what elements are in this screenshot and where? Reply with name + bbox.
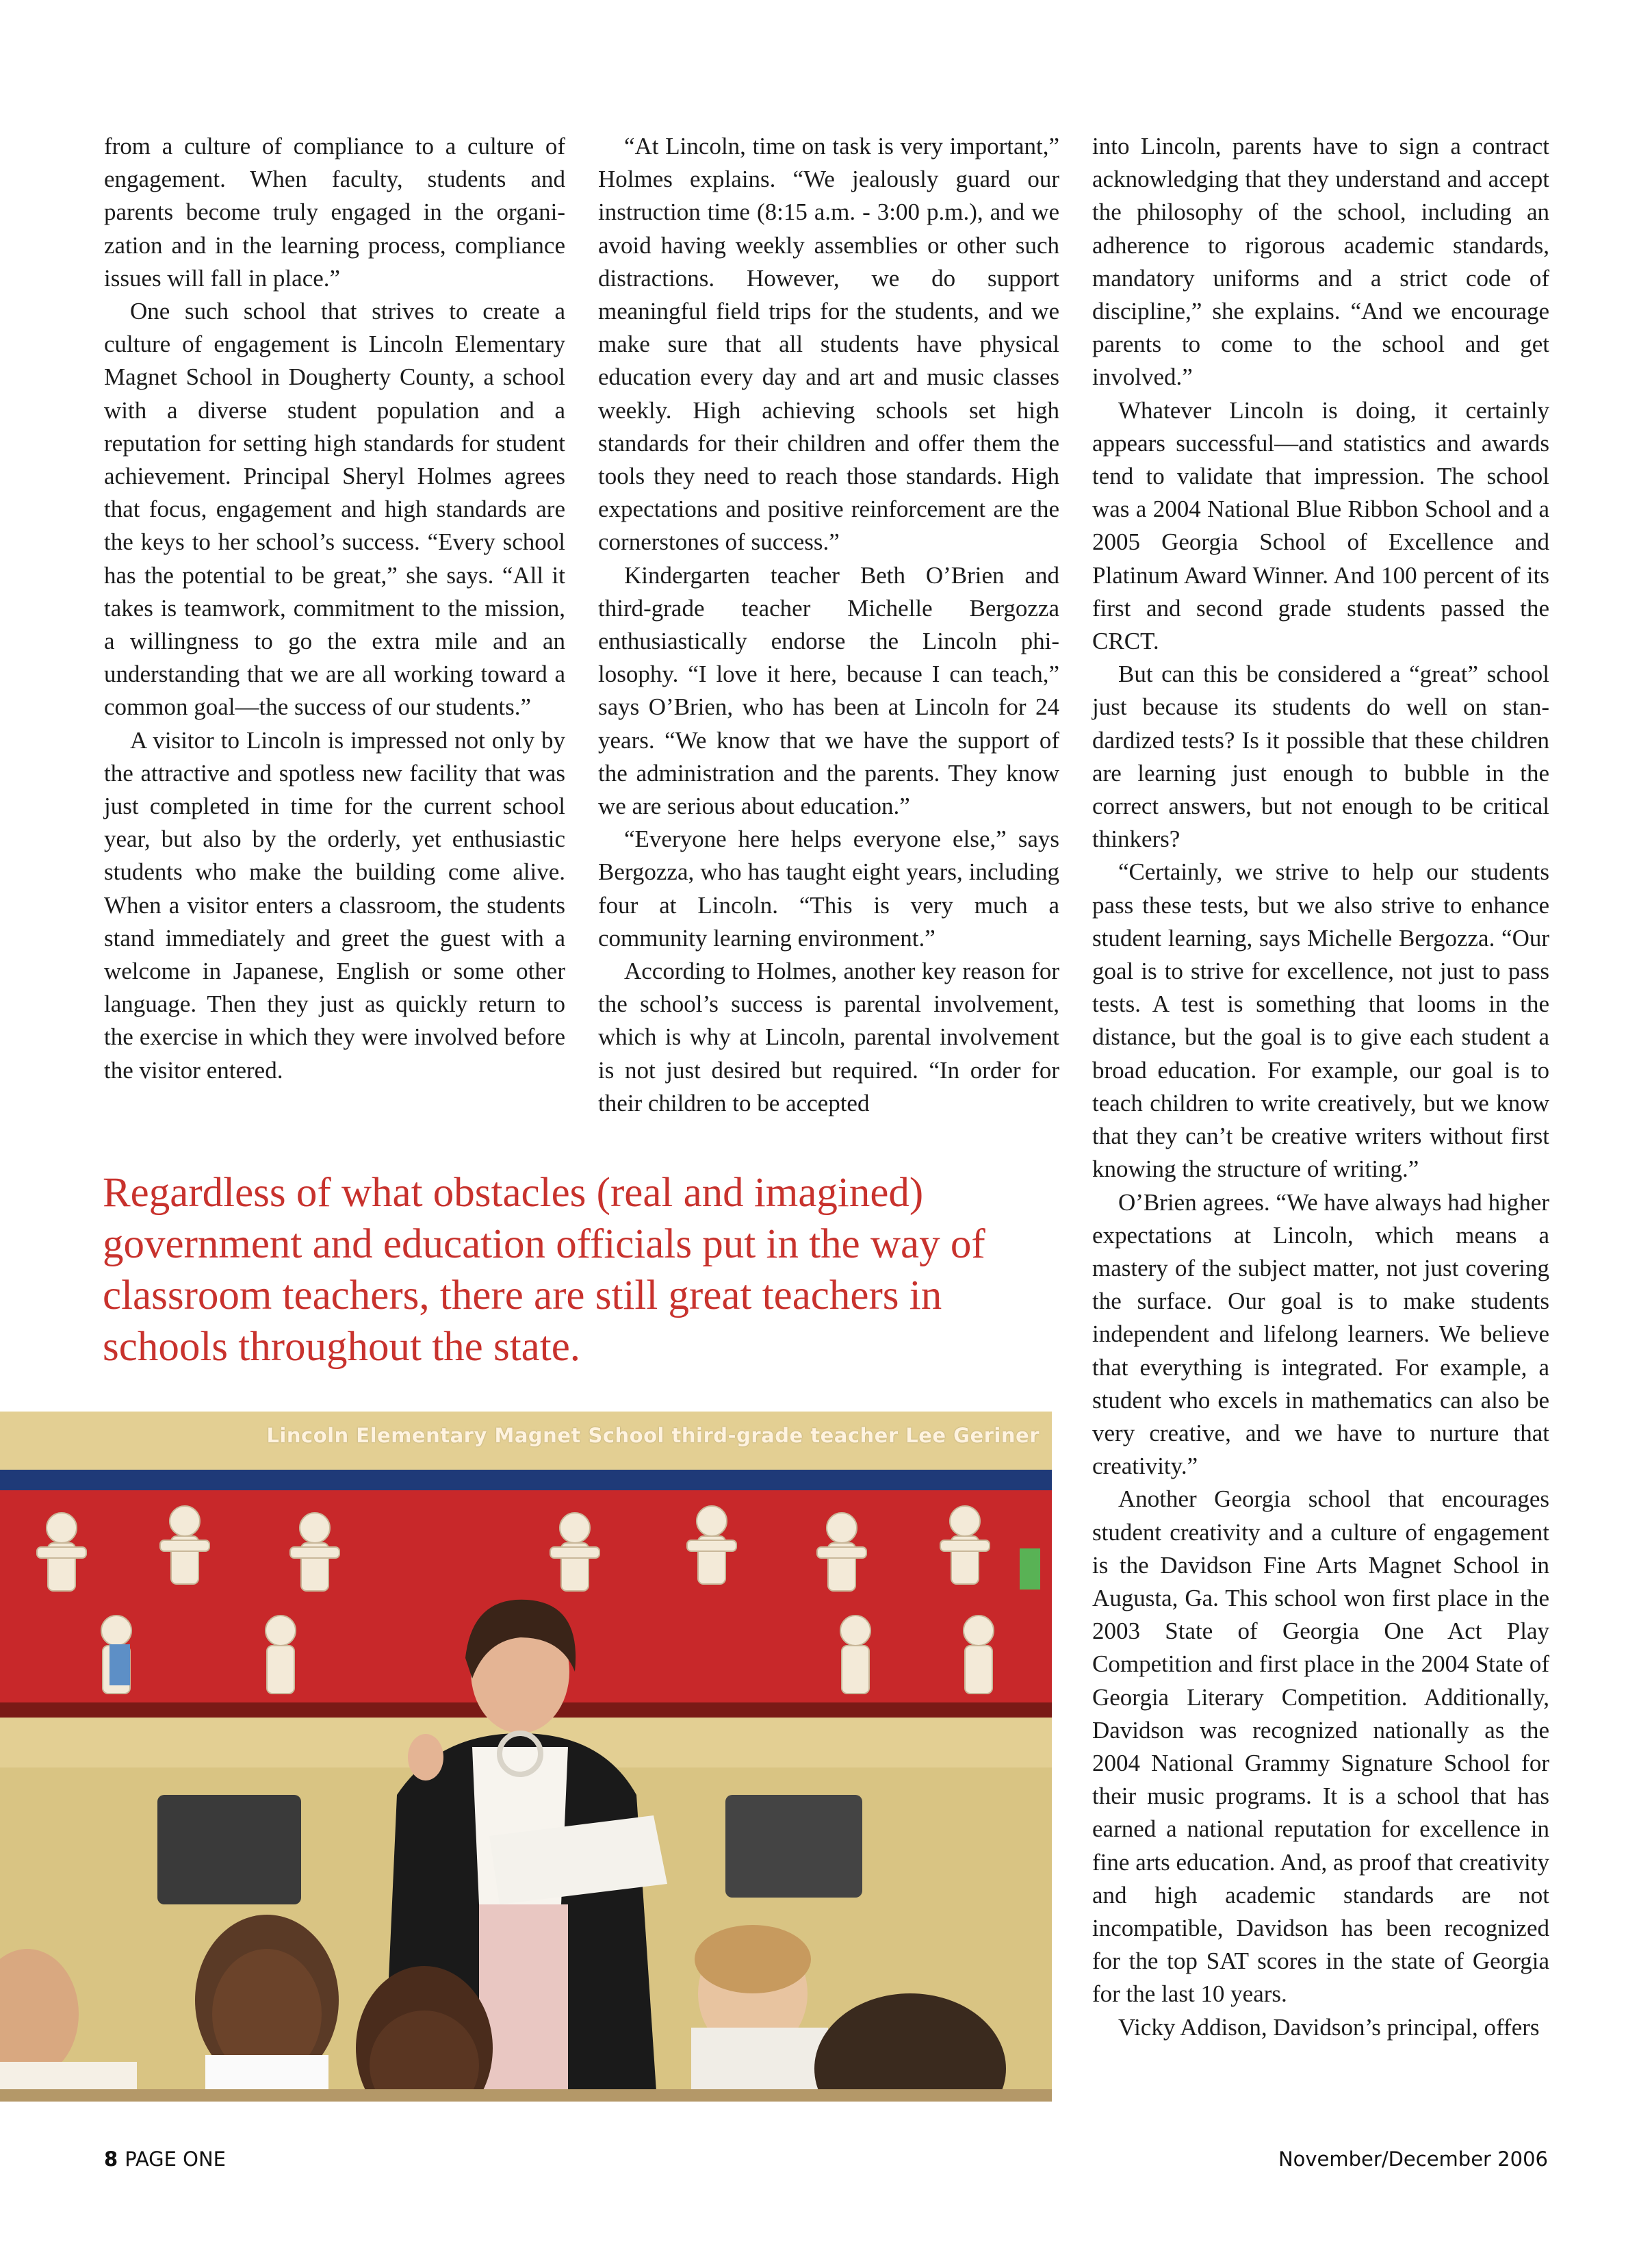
paragraph: Whatever Lincoln is doing, it certainly appears successful—and statistics and awards tend to validate that impression. The school was a 2004 National Blue Ribbon School and a 2005 Georgia School of Excellence and Platinum Award Winner. And 100 percent of its first and second grade students passed the CRCT.: [1092, 396, 1549, 655]
issue-date: November/December 2006: [1278, 2147, 1548, 2171]
article-column-3: [1092, 130, 1549, 2044]
article-column-2: [598, 130, 1059, 1120]
paragraph: “Certainly, we strive to help our students pass these tests, but we also strive to enhance student learning, says Michelle Bergozza. “Our goal is to strive for excellence, not just to pass tests. A test is something that looms in the distance, but the goal is to give each student a broad education. For example, our goal is to teach children to write creatively, but we know that they can’t be creative writers without first knowing the structure of writing.”: [1092, 858, 1549, 1183]
paragraph: Another Georgia school that encourages student creativity and a culture of engagement is the Davidson Fine Arts Magnet School in Augusta, Ga. This school won first place in the 2003 State of Georgia One Act Play Competition and first place in the 2004 State of Georgia Literary Competition. Additionally, Davidson was recognized nationally as the 2004 National Grammy Signature School for their music programs. It is a school that has earned a national reputation for excellence in fine arts education. And, as proof that creativity and high academic standards are not incompatible, Davidson has been recognized for the top SAT scores in the state of Georgia for the last 10 years.: [1092, 1485, 1549, 2008]
paragraph: O’Brien agrees. “We have always had higher expectations at Lincoln, which means a mastery of the subject matter, not just covering the surface. Our goal is to make students independent and lifelong learners. We believe that everything is integrated. For example, a student who excels in mathematics can also be very creative, and we have to nurture that creativity.”: [1092, 1188, 1549, 1480]
classroom-photo: [0, 1412, 1052, 2102]
publication-name: PAGE ONE: [125, 2147, 227, 2171]
paragraph: One such school that strives to create a culture of engagement is Lincoln Elementary Magnet School in Dougherty County, a school with a diverse student population and a reputation for setting high standards for student achievement. Principal Sheryl Holmes agrees that focus, engagement and high standards are the keys to her school’s success. “Every school has the potential to be great,” she says. “All it takes is teamwork, commitment to the mission, a willingness to go the extra mile and an understanding that we are all working toward a common goal—the success of our students.”: [104, 298, 565, 721]
paragraph: Vicky Addison, Davidson’s principal, offers: [1118, 2013, 1540, 2041]
pull-quote: Regardless of what obstacles (real and imagined) government and education officials put in the way of classroom teachers, there are still great teachers in schools throughout the state.: [103, 1170, 985, 1370]
paragraph: “Everyone here helps everyone else,” says Bergozza, who has taught eight years, including four at Lincoln. “This is very much a community learning environment.”: [598, 826, 1059, 952]
paragraph: A visitor to Lincoln is impressed not only by the attractive and spotless new facility that was just completed in time for the current school year, but also by the orderly, yet enthusiastic students who make the building come alive. When a visitor enters a classroom, the students stand immediately and greet the guest with a welcome in Japanese, English or some other language. Then they just as quickly return to the exercise in which they were involved before the visitor entered.: [104, 726, 565, 1084]
paragraph: into Lincoln, parents have to sign a contract acknowledging that they understand and accept the philosophy of the school, including an adherence to rigorous academic standards, mandatory uniforms and a strict code of discipline,” she explains. “And we encourage parents to come to the school and get involved.”: [1092, 133, 1549, 391]
paragraph: According to Holmes, another key reason for the school’s success is parental involvement, which is why at Lincoln, parental involvement is not just desired but required. “In order for their children to be accepted: [598, 958, 1059, 1116]
classroom-illustration: [0, 1412, 1052, 2102]
paragraph: from a culture of compliance to a culture of engagement. When faculty, students and parents become truly engaged in the organization and in the learning process, compliance issues will fall in place.”: [104, 133, 565, 292]
paragraph: “At Lincoln, time on task is very important,” Holmes explains. “We jealously guard our instruction time (8:15 a.m. - 3:00 p.m.), and we avoid having weekly assemblies or other such distractions. However, we do support meaningful field trips for the students, and we make sure that all students have physical education every day and art and music classes weekly. High achieving schools set high standards for their children and offer them the tools they need to reach those standards. High expectations and positive reinforcement are the cornerstones of success.”: [598, 133, 1059, 556]
paragraph: But can this be considered a “great” school just because its students do well on standardized tests? Is it possible that these children are learning just enough to bubble in the correct answers, but not enough to be critical thinkers?: [1092, 661, 1549, 853]
paragraph: Kindergarten teacher Beth O’Brien and third-grade teacher Michelle Bergozza enthusiastically endorse the Lincoln philosophy. “I love it here, because I can teach,” says O’Brien, who has been at Lincoln for 24 years. “We know that we have the support of the administration and the parents. They know we are serious about education.”: [598, 561, 1059, 820]
photo-caption: Lincoln Elementary Magnet School third-grade teacher Lee Geriner: [266, 1424, 1040, 1447]
page-footer-left: [104, 2147, 226, 2171]
page-number: 8: [104, 2147, 118, 2171]
article-column-1: [104, 130, 565, 1087]
